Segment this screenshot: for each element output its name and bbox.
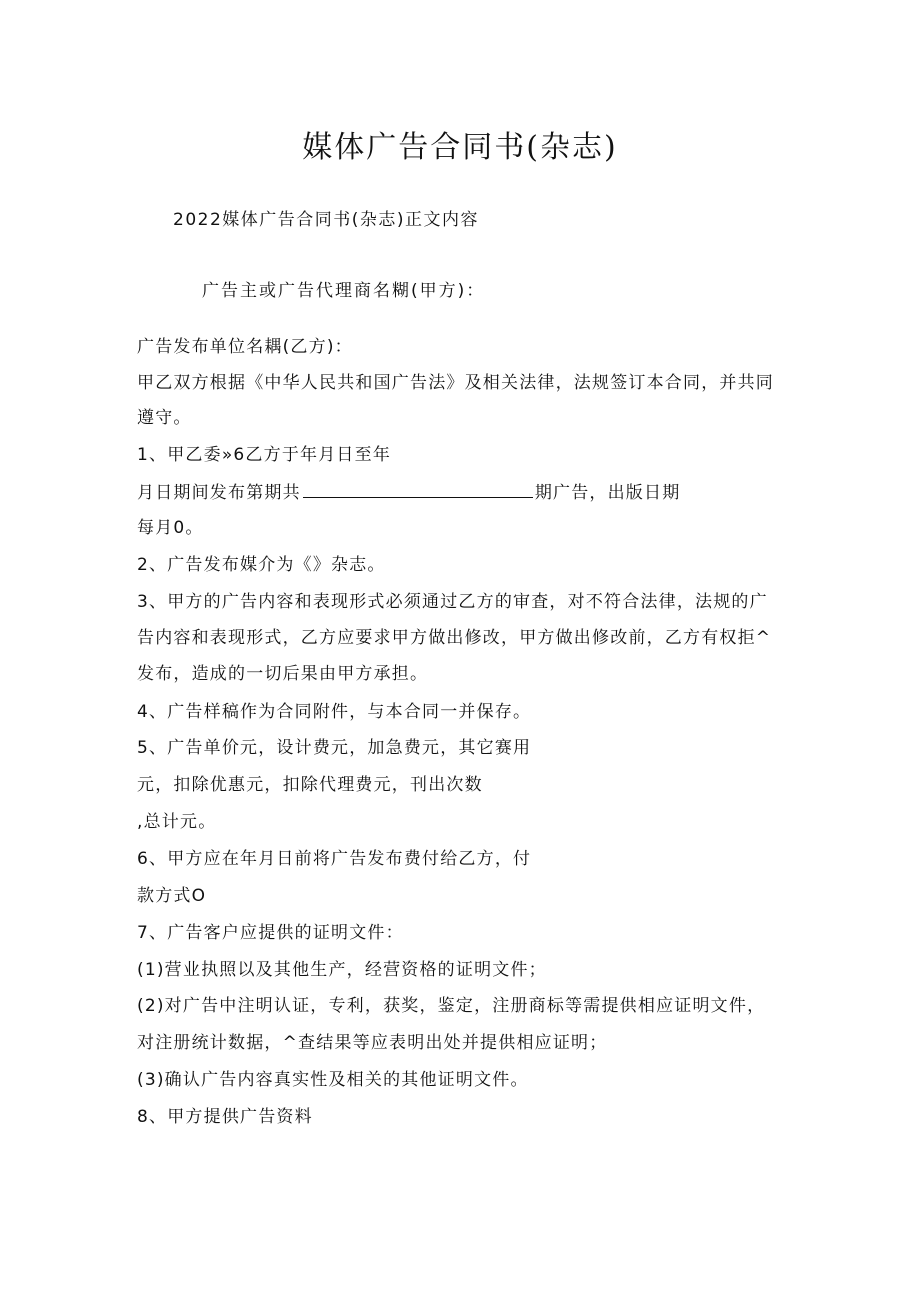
- document-title: 媒体广告合同书(杂志): [302, 130, 618, 165]
- clause-1-line-2: [137, 480, 680, 505]
- clause-1-line-3: 每月0。: [137, 518, 204, 538]
- clause-7-item-2-line-2: 对注册统计数据，^查结果等应表明出处并提供相应证明；: [137, 1033, 608, 1053]
- party-b-line: 广告发布单位名耦(乙方)：: [137, 337, 353, 357]
- party-a-line: 广告主或广告代理商名糊(甲方)：: [202, 281, 486, 301]
- clause-1-line-2-before: 月日期间发布第期共: [137, 483, 301, 503]
- clause-3-line-1: 3、甲方的广告内容和表现形式必须通过乙方的审査，对不符合法律，法规的广: [137, 592, 768, 612]
- clause-3-line-3: 发布，造成的一切后果由甲方承担。: [137, 664, 429, 684]
- clause-7-item-2-line-1: (2)对广告中注明认证，专利，获奖，鉴定，注册商标等需提供相应证明文件，: [137, 996, 766, 1016]
- intro-line-2: 遵守。: [137, 408, 192, 428]
- clause-5-line-1: 5、广告单价元，设计费元，加急费元，其它赛用: [137, 738, 532, 758]
- clause-7-item-1: (1)营业执照以及其他生产，经营资格的证明文件；: [137, 960, 547, 980]
- clause-5-line-2: 元，扣除优惠元，扣除代理费元，刊出次数: [137, 775, 483, 795]
- fill-in-blank[interactable]: [303, 480, 533, 498]
- clause-4: 4、广告样稿作为合同附件，与本合同一并保存。: [137, 702, 532, 722]
- clause-1-line-1: 1、甲乙委»6乙方于年月日至年: [137, 445, 392, 465]
- clause-6-line-1: 6、甲方应在年月日前将广告发布费付给乙方，付: [137, 849, 532, 869]
- clause-5-line-3: ,总计元。: [137, 812, 217, 832]
- clause-1-line-2-after: 期广告，出版日期: [534, 483, 681, 503]
- clause-8: 8、甲方提供广告资料: [137, 1107, 313, 1127]
- document-subheading: 2022媒体广告合同书(杂志)正文内容: [173, 210, 480, 230]
- clause-6-line-2: 款方式O: [137, 886, 207, 906]
- intro-line-1: 甲乙双方根据《中华人民共和国广告法》及相关法律，法规签订本合同，并共同: [137, 373, 774, 393]
- clause-2: 2、广告发布媒介为《》杂志。: [137, 555, 386, 575]
- clause-7-item-3: (3)确认广告内容真实性及相关的其他证明文件。: [137, 1070, 529, 1090]
- clause-3-line-2: 告内容和表现形式，乙方应要求甲方做出修改，甲方做出修改前，乙方有权拒^: [137, 628, 772, 648]
- clause-7: 7、广告客户应提供的证明文件：: [137, 923, 404, 943]
